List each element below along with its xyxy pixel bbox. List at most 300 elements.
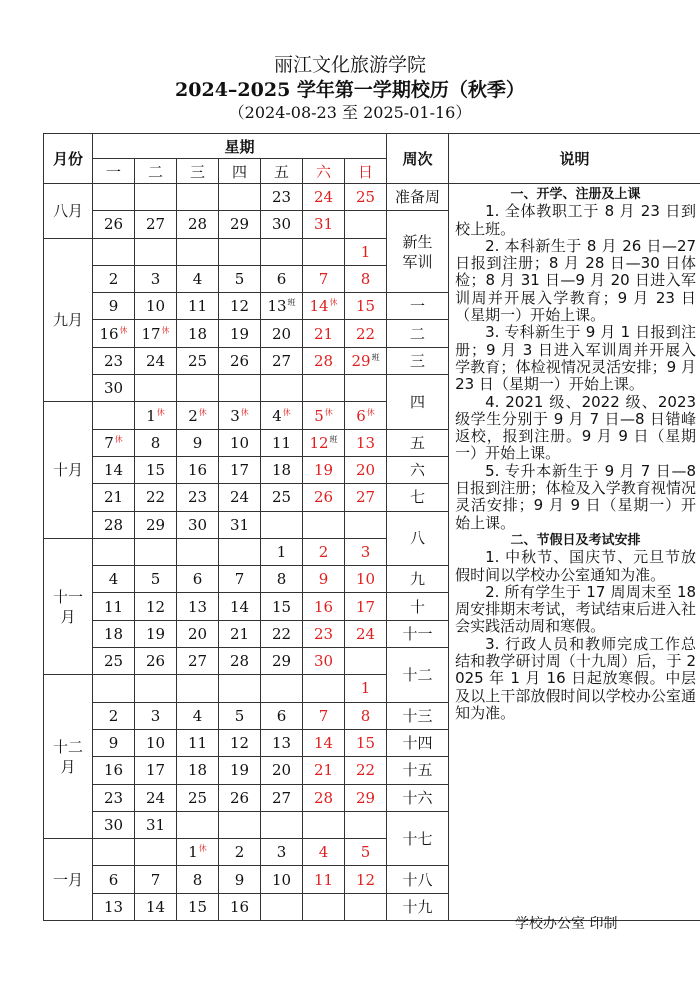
day-cell (261, 347, 303, 374)
day-number: 21 (103, 488, 124, 507)
day-number: 9 (234, 870, 245, 889)
day-cell (261, 729, 303, 756)
weekday-header: 六 (303, 159, 345, 184)
day-cell (219, 375, 261, 402)
notes-paragraph: 3. 行政人员和教师完成工作总结和教学研讨周（十九周）后，于 2025 年 1 月 16 日起放寒假。中层及以上干部放假时间以学校办公室通知为准。 (455, 634, 697, 722)
day-cell (345, 293, 387, 320)
day-number: 8 (192, 870, 203, 889)
day-cell (303, 702, 345, 729)
day-number: 18 (187, 324, 208, 343)
day-number: 17 (141, 324, 161, 343)
day-cell (135, 757, 177, 784)
weekday-header: 日 (345, 159, 387, 184)
day-cell (303, 866, 345, 893)
month-cell: 十月 (44, 402, 93, 538)
day-cell (177, 893, 219, 920)
day-cell (135, 184, 177, 211)
day-cell (93, 620, 135, 647)
day-number: 9 (192, 433, 203, 452)
day-cell (135, 538, 177, 565)
weekday-header: 一 (93, 159, 135, 184)
day-cell (177, 293, 219, 320)
day-cell (93, 211, 135, 238)
day-cell (303, 429, 345, 456)
day-number: 27 (271, 788, 292, 807)
day-number: 23 (103, 788, 124, 807)
week-number-cell: 五 (387, 429, 449, 456)
day-cell (303, 893, 345, 920)
day-number: 17 (355, 597, 376, 616)
day-number: 25 (187, 351, 208, 370)
day-cell (135, 320, 177, 347)
day-number: 23 (313, 624, 334, 643)
week-number-cell: 十 (387, 593, 449, 620)
day-cell (93, 893, 135, 920)
day-cell (177, 511, 219, 538)
day-number: 15 (355, 297, 376, 316)
week-number-cell: 十八 (387, 866, 449, 893)
day-number: 28 (313, 788, 334, 807)
day-cell (135, 811, 177, 838)
day-cell (135, 729, 177, 756)
month-header: 月份 (44, 134, 93, 184)
day-cell (303, 293, 345, 320)
day-cell (219, 648, 261, 675)
day-number: 27 (187, 652, 208, 671)
day-cell (219, 702, 261, 729)
day-cell (219, 293, 261, 320)
day-number: 28 (229, 652, 250, 671)
day-cell (303, 347, 345, 374)
week-number-cell: 准备周 (387, 184, 449, 211)
day-cell (93, 511, 135, 538)
day-cell (93, 484, 135, 511)
day-cell (261, 566, 303, 593)
day-number: 22 (271, 624, 292, 643)
day-cell (93, 347, 135, 374)
day-cell (135, 893, 177, 920)
day-number: 7 (234, 570, 245, 589)
day-number: 19 (229, 761, 250, 780)
day-cell (219, 757, 261, 784)
notes-section-heading: 二、节假日及考试安排 (510, 532, 641, 548)
day-cell (219, 866, 261, 893)
day-cell (135, 484, 177, 511)
day-number: 4 (272, 406, 282, 425)
day-number: 25 (187, 788, 208, 807)
day-number: 1 (360, 242, 371, 261)
day-number: 2 (234, 843, 245, 862)
day-number: 3 (360, 543, 371, 561)
day-cell (219, 620, 261, 647)
day-number: 22 (355, 761, 376, 780)
day-cell (261, 375, 303, 402)
day-number: 3 (230, 406, 240, 425)
day-cell (261, 293, 303, 320)
day-number: 21 (313, 761, 334, 780)
day-number: 14 (145, 897, 166, 916)
day-number: 2 (188, 406, 198, 425)
day-cell (261, 456, 303, 483)
day-number: 7 (104, 433, 114, 452)
day-cell (93, 238, 135, 265)
day-number: 24 (313, 188, 334, 207)
day-cell (177, 211, 219, 238)
day-cell (219, 238, 261, 265)
day-number: 10 (145, 734, 166, 753)
day-number: 11 (271, 433, 292, 452)
day-cell (219, 811, 261, 838)
day-cell (93, 729, 135, 756)
day-cell (303, 675, 345, 702)
day-cell (177, 593, 219, 620)
school-calendar-table (43, 133, 700, 921)
day-cell (303, 620, 345, 647)
day-number: 22 (145, 488, 166, 507)
day-cell (261, 757, 303, 784)
holiday-mark: 休 (282, 407, 291, 417)
day-number: 18 (271, 461, 292, 480)
day-cell (261, 538, 303, 565)
day-number: 13 (103, 897, 124, 916)
day-cell (261, 184, 303, 211)
day-cell (345, 211, 387, 238)
day-cell (177, 402, 219, 429)
notes-header: 说明 (449, 134, 700, 184)
day-cell (345, 456, 387, 483)
day-number: 29 (351, 351, 371, 370)
week-number-cell: 二 (387, 320, 449, 347)
day-cell (261, 238, 303, 265)
day-cell (261, 402, 303, 429)
day-number: 13 (271, 734, 292, 753)
notes-paragraph: 3. 专科新生于 9 月 1 日报到注册；9 月 3 日进入军训周并开展入学教育；体检视情况灵活安排；9 月 23 日（星期一）开始上课。 (455, 323, 697, 394)
day-cell (135, 566, 177, 593)
day-number: 15 (145, 461, 166, 480)
day-cell (93, 320, 135, 347)
day-cell (261, 620, 303, 647)
week-number-cell: 三 (387, 347, 449, 374)
day-cell (345, 893, 387, 920)
day-cell (93, 184, 135, 211)
day-number: 13 (187, 597, 208, 616)
notes-paragraph: 2. 所有学生于 17 周周末至 18 周安排期末考试，考试结束后进入社会实践活动周和寒假。 (455, 582, 697, 636)
day-cell (135, 402, 177, 429)
day-number: 11 (103, 597, 124, 616)
day-cell (135, 456, 177, 483)
day-number: 17 (145, 761, 166, 780)
week-number-cell: 四 (387, 375, 449, 430)
day-number: 6 (192, 570, 203, 589)
week-number-cell: 一 (387, 293, 449, 320)
day-cell (177, 566, 219, 593)
day-cell (261, 320, 303, 347)
day-cell (177, 484, 219, 511)
day-cell (345, 811, 387, 838)
day-cell (261, 648, 303, 675)
notes-section-heading: 一、开学、注册及上课 (510, 187, 641, 202)
day-number: 3 (276, 843, 287, 862)
day-cell (177, 702, 219, 729)
day-cell (177, 265, 219, 292)
day-cell (219, 184, 261, 211)
day-number: 24 (229, 488, 250, 507)
day-cell (303, 757, 345, 784)
day-number: 11 (187, 734, 208, 753)
month-cell: 一月 (44, 839, 93, 921)
day-cell (135, 593, 177, 620)
day-cell (177, 320, 219, 347)
day-cell (135, 839, 177, 866)
day-number: 26 (229, 788, 250, 807)
weekday-header: 四 (219, 159, 261, 184)
day-number: 24 (355, 624, 376, 643)
week-number-cell: 十二 (387, 648, 449, 703)
day-number: 12 (229, 734, 250, 753)
day-number: 6 (276, 270, 287, 289)
day-cell (303, 648, 345, 675)
day-cell (219, 538, 261, 565)
day-number: 12 (229, 297, 250, 316)
day-cell (345, 729, 387, 756)
day-number: 2 (318, 543, 329, 561)
notes-paragraph: 1. 全体教职工于 8 月 23 日到校上班。 (455, 202, 697, 238)
day-number: 21 (313, 324, 334, 343)
day-number: 11 (187, 297, 208, 316)
day-cell (177, 347, 219, 374)
day-cell (135, 511, 177, 538)
day-number: 14 (313, 734, 334, 753)
day-cell (177, 184, 219, 211)
week-number-cell: 新生 军训 (387, 211, 449, 293)
day-cell (135, 293, 177, 320)
day-cell (303, 265, 345, 292)
day-number: 24 (145, 351, 166, 370)
day-cell (345, 402, 387, 429)
day-cell (303, 211, 345, 238)
day-cell (219, 784, 261, 811)
day-number: 29 (229, 215, 250, 234)
day-number: 4 (318, 843, 329, 862)
day-cell (303, 484, 345, 511)
day-cell (303, 511, 345, 538)
weekday-header: 五 (261, 159, 303, 184)
day-cell (345, 839, 387, 866)
day-cell (303, 184, 345, 211)
day-number: 28 (187, 215, 208, 234)
day-cell (93, 702, 135, 729)
day-number: 16 (103, 761, 124, 780)
day-cell (219, 484, 261, 511)
day-number: 23 (187, 488, 208, 507)
day-number: 3 (150, 706, 161, 725)
date-range: （2024-08-23 至 2025-01-16） (228, 103, 472, 122)
day-number: 14 (229, 597, 250, 616)
day-number: 30 (271, 215, 292, 234)
day-number: 9 (108, 297, 119, 316)
week-number-cell: 六 (387, 456, 449, 483)
day-number: 26 (145, 652, 166, 671)
day-cell (303, 566, 345, 593)
weekday-header: 二 (135, 159, 177, 184)
day-cell (93, 402, 135, 429)
day-cell (219, 347, 261, 374)
day-cell (303, 593, 345, 620)
notes-panel (449, 184, 700, 921)
day-cell (303, 839, 345, 866)
day-cell (303, 729, 345, 756)
day-cell (93, 375, 135, 402)
day-number: 7 (318, 706, 329, 725)
day-cell (303, 456, 345, 483)
day-cell (261, 511, 303, 538)
day-number: 6 (356, 406, 366, 425)
day-cell (261, 265, 303, 292)
month-cell: 八月 (44, 184, 93, 239)
day-cell (345, 238, 387, 265)
day-number: 3 (150, 270, 161, 289)
day-cell (135, 866, 177, 893)
day-number: 15 (271, 597, 292, 616)
day-cell (261, 784, 303, 811)
week-number-header: 周次 (387, 134, 449, 184)
day-cell (345, 566, 387, 593)
notes-paragraph: 5. 专升本新生于 9 月 7 日—8 日报到注册；体检及入学教育视情况灵活安排；9 月 9 日（星期一）开始上课。 (455, 461, 697, 532)
day-cell (135, 375, 177, 402)
day-cell (93, 839, 135, 866)
day-number: 26 (313, 488, 334, 507)
day-cell (345, 757, 387, 784)
day-cell (177, 757, 219, 784)
day-number: 27 (355, 488, 376, 507)
day-number: 4 (192, 270, 203, 289)
holiday-mark: 休 (366, 407, 375, 417)
day-cell (177, 784, 219, 811)
day-cell (219, 265, 261, 292)
day-number: 1 (360, 679, 371, 698)
weekday-group-header: 星期 (93, 134, 387, 159)
day-cell (219, 402, 261, 429)
day-number: 23 (271, 188, 292, 207)
day-cell (93, 784, 135, 811)
day-cell (303, 784, 345, 811)
day-cell (93, 293, 135, 320)
day-number: 15 (187, 897, 208, 916)
day-cell (135, 620, 177, 647)
holiday-mark: 休 (329, 298, 338, 308)
day-cell (135, 429, 177, 456)
day-cell (177, 429, 219, 456)
day-number: 27 (145, 215, 166, 234)
notes-paragraph: 4. 2021 级、2022 级、2023 级学生分别于 9 月 7 日—8 日错峰返校，报到注册。9 月 9 日（星期一）开始上课。 (455, 392, 697, 463)
day-number: 11 (313, 870, 334, 889)
week-number-cell: 十三 (387, 702, 449, 729)
day-cell (219, 593, 261, 620)
day-cell (345, 375, 387, 402)
day-number: 4 (108, 570, 119, 589)
day-number: 20 (271, 761, 292, 780)
day-number: 29 (145, 515, 166, 534)
day-cell (303, 238, 345, 265)
day-cell (219, 893, 261, 920)
term-title: 2024–2025 学年第一学期校历（秋季） (175, 79, 525, 101)
day-cell (93, 648, 135, 675)
day-number: 19 (313, 461, 334, 480)
week-number-cell: 十七 (387, 811, 449, 866)
day-number: 13 (267, 297, 287, 316)
day-number: 30 (103, 379, 124, 398)
day-number: 2 (108, 706, 119, 725)
day-number: 8 (150, 433, 161, 452)
day-cell (345, 593, 387, 620)
day-number: 14 (309, 297, 329, 316)
week-number-cell: 十六 (387, 784, 449, 811)
day-number: 9 (108, 734, 119, 753)
day-cell (219, 566, 261, 593)
day-number: 1 (146, 406, 156, 425)
day-cell (345, 648, 387, 675)
day-cell (345, 265, 387, 292)
day-cell (345, 484, 387, 511)
school-name: 丽江文化旅游学院 (273, 54, 426, 76)
day-number: 28 (313, 351, 334, 370)
holiday-mark: 休 (198, 844, 207, 854)
day-number: 16 (187, 461, 208, 480)
holiday-mark: 休 (156, 407, 165, 417)
day-number: 8 (360, 706, 371, 725)
day-cell (177, 839, 219, 866)
day-number: 29 (355, 788, 376, 807)
day-cell (345, 620, 387, 647)
day-cell (219, 429, 261, 456)
day-number: 5 (234, 706, 245, 725)
day-number: 30 (103, 815, 124, 834)
week-number-cell: 十一 (387, 620, 449, 647)
day-cell (345, 675, 387, 702)
day-number: 1 (188, 843, 198, 862)
month-cell: 十二 月 (44, 675, 93, 839)
day-number: 6 (276, 706, 287, 725)
day-cell (303, 375, 345, 402)
day-number: 10 (355, 570, 376, 589)
day-number: 12 (145, 597, 166, 616)
day-number: 26 (103, 215, 124, 234)
day-number: 20 (271, 324, 292, 343)
day-cell (261, 702, 303, 729)
day-cell (93, 456, 135, 483)
day-cell (345, 702, 387, 729)
holiday-mark: 休 (161, 325, 170, 335)
day-number: 31 (229, 515, 250, 534)
day-number: 16 (313, 597, 334, 616)
day-number: 25 (103, 652, 124, 671)
day-number: 20 (187, 624, 208, 643)
day-cell (177, 675, 219, 702)
day-number: 8 (360, 270, 371, 289)
day-number: 27 (271, 351, 292, 370)
day-cell (345, 347, 387, 374)
day-number: 5 (314, 406, 324, 425)
day-number: 13 (355, 433, 376, 452)
day-cell (177, 620, 219, 647)
day-cell (345, 866, 387, 893)
day-cell (135, 702, 177, 729)
day-number: 12 (309, 433, 329, 452)
day-number: 8 (276, 570, 287, 589)
day-cell (177, 538, 219, 565)
day-cell (177, 866, 219, 893)
day-number: 16 (99, 324, 119, 343)
